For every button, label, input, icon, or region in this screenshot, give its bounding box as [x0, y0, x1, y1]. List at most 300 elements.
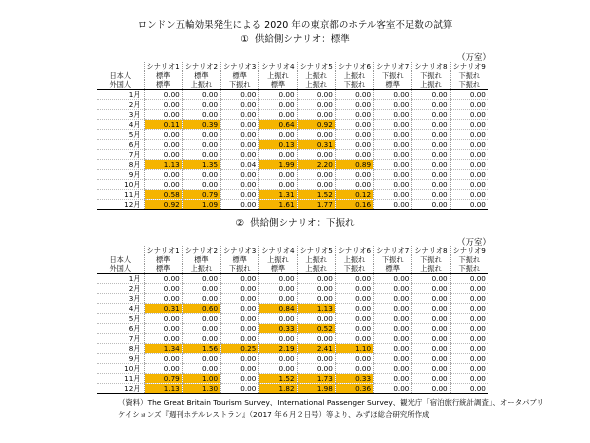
value-cell: 0.00 [412, 100, 450, 110]
value-cell: 0.00 [450, 384, 488, 394]
month-label: 10月 [97, 364, 144, 374]
table-row [97, 344, 488, 354]
value-cell: 0.79 [182, 190, 220, 200]
month-label: 2月 [97, 100, 144, 110]
value-cell: 0.00 [259, 364, 297, 374]
value-cell: 0.00 [144, 150, 182, 160]
month-label: 5月 [97, 130, 144, 140]
value-cell: 0.00 [412, 90, 450, 100]
value-cell: 0.13 [259, 140, 297, 150]
value-cell: 0.00 [374, 274, 412, 284]
value-cell: 0.92 [144, 200, 182, 210]
value-cell: 0.36 [335, 384, 373, 394]
value-cell: 0.00 [412, 120, 450, 130]
value-cell: 0.00 [182, 274, 220, 284]
value-cell: 0.58 [144, 190, 182, 200]
value-cell: 0.00 [374, 384, 412, 394]
row-header-label [97, 246, 144, 255]
value-cell: 0.31 [144, 304, 182, 314]
column-subheader: 上振れ [412, 264, 450, 274]
column-subheader: 下振れ [374, 255, 412, 264]
column-header: シナリオ6 [335, 246, 373, 255]
month-label: 6月 [97, 324, 144, 334]
value-cell: 0.92 [297, 120, 335, 130]
value-cell: 0.00 [221, 284, 259, 294]
column-subheader: 上振れ [182, 80, 220, 90]
column-header: シナリオ5 [297, 246, 335, 255]
value-cell: 0.00 [182, 90, 220, 100]
column-subheader: 標準 [182, 71, 220, 80]
column-subheader: 標準 [221, 71, 259, 80]
value-cell: 0.00 [335, 90, 373, 100]
month-label: 10月 [97, 180, 144, 190]
value-cell: 0.00 [374, 180, 412, 190]
column-subheader: 上振れ [259, 255, 297, 264]
column-subheader: 下振れ [335, 80, 373, 90]
value-cell: 0.00 [297, 100, 335, 110]
table-row [97, 180, 488, 190]
value-cell: 1.10 [335, 344, 373, 354]
value-cell: 0.00 [297, 274, 335, 284]
value-cell: 0.00 [335, 110, 373, 120]
table-row [97, 160, 488, 170]
value-cell: 2.41 [297, 344, 335, 354]
table-row [97, 284, 488, 294]
value-cell: 0.00 [374, 304, 412, 314]
value-cell: 0.00 [144, 180, 182, 190]
value-cell: 0.00 [297, 110, 335, 120]
value-cell: 0.00 [374, 140, 412, 150]
value-cell: 0.12 [335, 190, 373, 200]
table-row [97, 100, 488, 110]
value-cell: 0.00 [412, 284, 450, 294]
value-cell: 0.00 [450, 274, 488, 284]
value-cell: 0.00 [335, 180, 373, 190]
table-row [97, 190, 488, 200]
column-subheader: 上振れ [297, 80, 335, 90]
table-row [97, 374, 488, 384]
value-cell: 0.00 [335, 140, 373, 150]
value-cell: 0.00 [182, 150, 220, 160]
value-cell: 0.00 [182, 140, 220, 150]
month-label: 8月 [97, 344, 144, 354]
value-cell: 0.00 [374, 120, 412, 130]
value-cell: 1.82 [259, 384, 297, 394]
column-header: シナリオ9 [450, 62, 488, 71]
column-subheader: 標準 [182, 255, 220, 264]
subtitle-1-label: 供給側シナリオ [254, 34, 322, 45]
column-header: シナリオ7 [374, 246, 412, 255]
value-cell: 0.00 [335, 274, 373, 284]
column-subheader: 上振れ [297, 255, 335, 264]
source-line-1: （資料）The Great Britain Tourism Survey、International Passenger Survey、観光庁「宿泊旅行統計調査」、オータパブリ [118, 398, 544, 407]
value-cell: 0.00 [450, 200, 488, 210]
value-cell: 0.00 [335, 304, 373, 314]
unit-label-1: （万室） [457, 53, 492, 63]
value-cell: 0.00 [221, 274, 259, 284]
value-cell: 0.00 [297, 150, 335, 160]
value-cell: 0.00 [450, 284, 488, 294]
month-label: 8月 [97, 160, 144, 170]
table-row [97, 120, 488, 130]
value-cell: 0.00 [374, 334, 412, 344]
month-label: 1月 [97, 274, 144, 284]
value-cell: 0.11 [144, 120, 182, 130]
value-cell: 0.89 [335, 160, 373, 170]
table-row [97, 150, 488, 160]
table-row [97, 274, 488, 284]
value-cell: 0.00 [374, 160, 412, 170]
value-cell: 0.00 [450, 324, 488, 334]
column-header: シナリオ8 [412, 62, 450, 71]
value-cell: 0.00 [335, 354, 373, 364]
value-cell: 0.00 [374, 130, 412, 140]
value-cell: 0.00 [182, 364, 220, 374]
value-cell: 0.00 [374, 100, 412, 110]
value-cell: 0.00 [450, 180, 488, 190]
month-label: 3月 [97, 110, 144, 120]
value-cell: 0.00 [259, 130, 297, 140]
value-cell: 0.00 [412, 324, 450, 334]
value-cell: 0.00 [412, 334, 450, 344]
value-cell: 0.31 [297, 140, 335, 150]
column-subheader: 上振れ [297, 71, 335, 80]
value-cell: 0.00 [335, 130, 373, 140]
value-cell: 0.00 [450, 100, 488, 110]
value-cell: 0.00 [412, 304, 450, 314]
value-cell: 0.25 [221, 344, 259, 354]
row-header-label [97, 62, 144, 71]
value-cell: 0.00 [259, 284, 297, 294]
value-cell: 0.00 [297, 180, 335, 190]
value-cell: 1.56 [182, 344, 220, 354]
value-cell: 0.00 [335, 294, 373, 304]
value-cell: 0.00 [144, 140, 182, 150]
value-cell: 0.00 [221, 294, 259, 304]
value-cell: 1.77 [297, 200, 335, 210]
value-cell: 0.00 [221, 334, 259, 344]
column-subheader: 下振れ [221, 80, 259, 90]
value-cell: 0.39 [182, 120, 220, 130]
value-cell: 1.34 [144, 344, 182, 354]
value-cell: 0.00 [221, 170, 259, 180]
row-header-label: 日本人 [109, 71, 132, 80]
column-header: シナリオ5 [297, 62, 335, 71]
value-cell: 1.52 [297, 190, 335, 200]
value-cell: 0.00 [412, 150, 450, 160]
value-cell: 0.00 [374, 294, 412, 304]
value-cell: 0.00 [259, 170, 297, 180]
value-cell: 0.00 [412, 354, 450, 364]
value-cell: 0.00 [335, 150, 373, 160]
column-subheader: 下振れ [450, 255, 488, 264]
column-header: シナリオ1 [144, 246, 182, 255]
value-cell: 0.00 [450, 120, 488, 130]
value-cell: 0.00 [335, 284, 373, 294]
value-cell: 0.00 [144, 90, 182, 100]
column-header: シナリオ1 [144, 62, 182, 71]
value-cell: 0.00 [450, 374, 488, 384]
month-label: 5月 [97, 314, 144, 324]
value-cell: 0.00 [221, 90, 259, 100]
value-cell: 0.00 [412, 200, 450, 210]
value-cell: 0.00 [374, 110, 412, 120]
value-cell: 0.00 [297, 284, 335, 294]
column-subheader: 上振れ [335, 255, 373, 264]
value-cell: 0.60 [182, 304, 220, 314]
column-header: シナリオ2 [182, 62, 220, 71]
column-subheader: 標準 [144, 80, 182, 90]
value-cell: 0.00 [297, 130, 335, 140]
row-header-label: 外国人 [97, 80, 144, 90]
column-subheader: 標準 [221, 255, 259, 264]
value-cell: 1.09 [182, 200, 220, 210]
value-cell: 0.00 [259, 294, 297, 304]
value-cell: 0.00 [221, 180, 259, 190]
value-cell: 0.00 [221, 354, 259, 364]
subtitle-2-label: 供給側シナリオ [250, 218, 317, 229]
unit-label-2: （万室） [457, 238, 492, 248]
value-cell: 0.00 [450, 160, 488, 170]
column-subheader: 下振れ [221, 264, 259, 274]
value-cell: 0.00 [297, 334, 335, 344]
column-header: シナリオ2 [182, 246, 220, 255]
table-row [97, 200, 488, 210]
value-cell: 0.00 [450, 90, 488, 100]
value-cell: 0.00 [182, 334, 220, 344]
value-cell: 1.52 [259, 374, 297, 384]
value-cell: 0.00 [182, 324, 220, 334]
value-cell: 0.00 [335, 324, 373, 334]
value-cell: 0.00 [450, 354, 488, 364]
table-scenario-standard [97, 62, 488, 210]
column-subheader: 標準 [144, 264, 182, 274]
subtitle-1-supply: 標準 [330, 34, 350, 45]
column-subheader: 下振れ [374, 71, 412, 80]
value-cell: 0.00 [182, 314, 220, 324]
table-row [97, 140, 488, 150]
value-cell: 0.00 [412, 374, 450, 384]
value-cell: 0.00 [221, 384, 259, 394]
value-cell: 0.00 [412, 274, 450, 284]
row-header-label: 日本人 [109, 255, 132, 264]
value-cell: 0.00 [144, 314, 182, 324]
value-cell: 0.00 [221, 314, 259, 324]
value-cell: 0.00 [144, 294, 182, 304]
value-cell: 1.73 [297, 374, 335, 384]
value-cell: 1.30 [182, 384, 220, 394]
value-cell: 0.00 [144, 284, 182, 294]
value-cell: 0.00 [221, 200, 259, 210]
value-cell: 0.00 [412, 130, 450, 140]
month-label: 12月 [97, 384, 144, 394]
column-subheader: 標準 [374, 264, 412, 274]
value-cell: 0.00 [412, 140, 450, 150]
month-label: 1月 [97, 90, 144, 100]
value-cell: 0.00 [221, 324, 259, 334]
value-cell: 2.20 [297, 160, 335, 170]
value-cell: 1.98 [297, 384, 335, 394]
value-cell: 0.00 [144, 130, 182, 140]
value-cell: 0.00 [450, 364, 488, 374]
table-row [97, 130, 488, 140]
value-cell: 0.00 [221, 130, 259, 140]
value-cell: 0.00 [182, 284, 220, 294]
value-cell: 0.00 [297, 90, 335, 100]
column-header: シナリオ4 [259, 246, 297, 255]
column-subheader: 標準 [259, 264, 297, 274]
value-cell: 0.52 [297, 324, 335, 334]
value-cell: 0.64 [259, 120, 297, 130]
table-row [97, 354, 488, 364]
page-title: ロンドン五輪効果発生による 2020 年の東京都のホテル客室不足数の試算 [137, 20, 453, 31]
value-cell: 0.00 [412, 344, 450, 354]
value-cell: 0.33 [335, 374, 373, 384]
column-subheader: 上振れ [297, 264, 335, 274]
value-cell: 1.99 [259, 160, 297, 170]
column-subheader: 標準 [144, 71, 182, 80]
value-cell: 0.79 [144, 374, 182, 384]
column-subheader: 標準 [374, 80, 412, 90]
table-row [97, 364, 488, 374]
value-cell: 0.00 [412, 170, 450, 180]
value-cell: 0.00 [144, 110, 182, 120]
value-cell: 0.00 [221, 110, 259, 120]
month-label: 3月 [97, 294, 144, 304]
column-header: シナリオ7 [374, 62, 412, 71]
column-header: シナリオ8 [412, 246, 450, 255]
value-cell: 0.00 [450, 110, 488, 120]
value-cell: 0.00 [144, 334, 182, 344]
value-cell: 0.00 [259, 110, 297, 120]
value-cell: 0.00 [182, 130, 220, 140]
value-cell: 0.00 [144, 364, 182, 374]
value-cell: 0.00 [374, 364, 412, 374]
table-row [97, 294, 488, 304]
value-cell: 1.35 [182, 160, 220, 170]
column-header: シナリオ6 [335, 62, 373, 71]
value-cell: 0.00 [182, 180, 220, 190]
value-cell: 0.00 [182, 294, 220, 304]
value-cell: 1.61 [259, 200, 297, 210]
source-note [118, 397, 578, 421]
value-cell: 0.00 [450, 140, 488, 150]
value-cell: 0.00 [374, 150, 412, 160]
value-cell: 0.00 [450, 294, 488, 304]
column-header: シナリオ9 [450, 246, 488, 255]
table-row [97, 314, 488, 324]
value-cell: 0.00 [335, 334, 373, 344]
value-cell: 0.00 [335, 120, 373, 130]
table-scenario-downside [97, 246, 488, 394]
value-cell: 0.00 [144, 170, 182, 180]
column-header: シナリオ3 [221, 246, 259, 255]
value-cell: 0.00 [259, 354, 297, 364]
subtitle-2-supply: 下振れ [325, 218, 355, 229]
value-cell: 0.00 [335, 364, 373, 374]
month-label: 7月 [97, 150, 144, 160]
column-subheader: 下振れ [450, 264, 488, 274]
value-cell: 0.00 [412, 110, 450, 120]
value-cell: 0.00 [144, 324, 182, 334]
value-cell: 0.00 [412, 364, 450, 374]
table-row [97, 110, 488, 120]
table-row [97, 304, 488, 314]
source-line-2: ケイションズ『週刊ホテルレストラン』（2017 年６月２日号）等より、みずほ総合研究所作成 [118, 410, 430, 419]
month-label: 9月 [97, 170, 144, 180]
month-label: 11月 [97, 190, 144, 200]
value-cell: 0.00 [374, 200, 412, 210]
value-cell: 0.00 [450, 170, 488, 180]
column-subheader: 標準 [144, 255, 182, 264]
value-cell: 0.00 [259, 274, 297, 284]
value-cell: 1.31 [259, 190, 297, 200]
value-cell: 0.00 [374, 374, 412, 384]
column-subheader: 上振れ [335, 71, 373, 80]
column-subheader: 上振れ [182, 264, 220, 274]
subtitle-2: ② 供給側シナリオ：下振れ [235, 218, 355, 229]
value-cell: 1.13 [144, 384, 182, 394]
value-cell: 0.00 [221, 120, 259, 130]
value-cell: 0.00 [374, 344, 412, 354]
value-cell: 0.00 [144, 274, 182, 284]
value-cell: 1.00 [182, 374, 220, 384]
value-cell: 0.00 [259, 90, 297, 100]
month-label: 12月 [97, 200, 144, 210]
month-label: 4月 [97, 120, 144, 130]
subtitle-2-number: ② [235, 218, 245, 229]
value-cell: 0.00 [450, 150, 488, 160]
value-cell: 0.00 [259, 180, 297, 190]
value-cell: 0.00 [259, 334, 297, 344]
subtitle-1-number: ① [240, 34, 249, 45]
value-cell: 0.00 [412, 180, 450, 190]
table-row [97, 170, 488, 180]
table-row [97, 324, 488, 334]
month-label: 7月 [97, 334, 144, 344]
table-row [97, 384, 488, 394]
value-cell: 0.00 [221, 190, 259, 200]
value-cell: 0.00 [412, 384, 450, 394]
value-cell: 0.00 [412, 160, 450, 170]
value-cell: 0.00 [450, 334, 488, 344]
value-cell: 0.00 [144, 354, 182, 364]
value-cell: 0.00 [335, 170, 373, 180]
value-cell: 0.00 [374, 90, 412, 100]
value-cell: 0.00 [182, 170, 220, 180]
value-cell: 0.00 [182, 354, 220, 364]
value-cell: 0.00 [412, 294, 450, 304]
subtitle-1: ① 供給側シナリオ：標準 [240, 34, 350, 45]
column-subheader: 上振れ [259, 71, 297, 80]
table-row [97, 90, 488, 100]
column-subheader: 上振れ [412, 80, 450, 90]
column-subheader: 下振れ [450, 71, 488, 80]
value-cell: 0.00 [221, 364, 259, 374]
value-cell: 0.00 [221, 100, 259, 110]
column-subheader: 下振れ [450, 80, 488, 90]
value-cell: 1.13 [297, 304, 335, 314]
value-cell: 0.00 [221, 150, 259, 160]
value-cell: 0.00 [297, 354, 335, 364]
column-header: シナリオ4 [259, 62, 297, 71]
value-cell: 0.00 [450, 344, 488, 354]
value-cell: 0.00 [221, 140, 259, 150]
column-subheader: 下振れ [335, 264, 373, 274]
month-label: 11月 [97, 374, 144, 384]
value-cell: 0.00 [450, 304, 488, 314]
value-cell: 0.00 [374, 284, 412, 294]
